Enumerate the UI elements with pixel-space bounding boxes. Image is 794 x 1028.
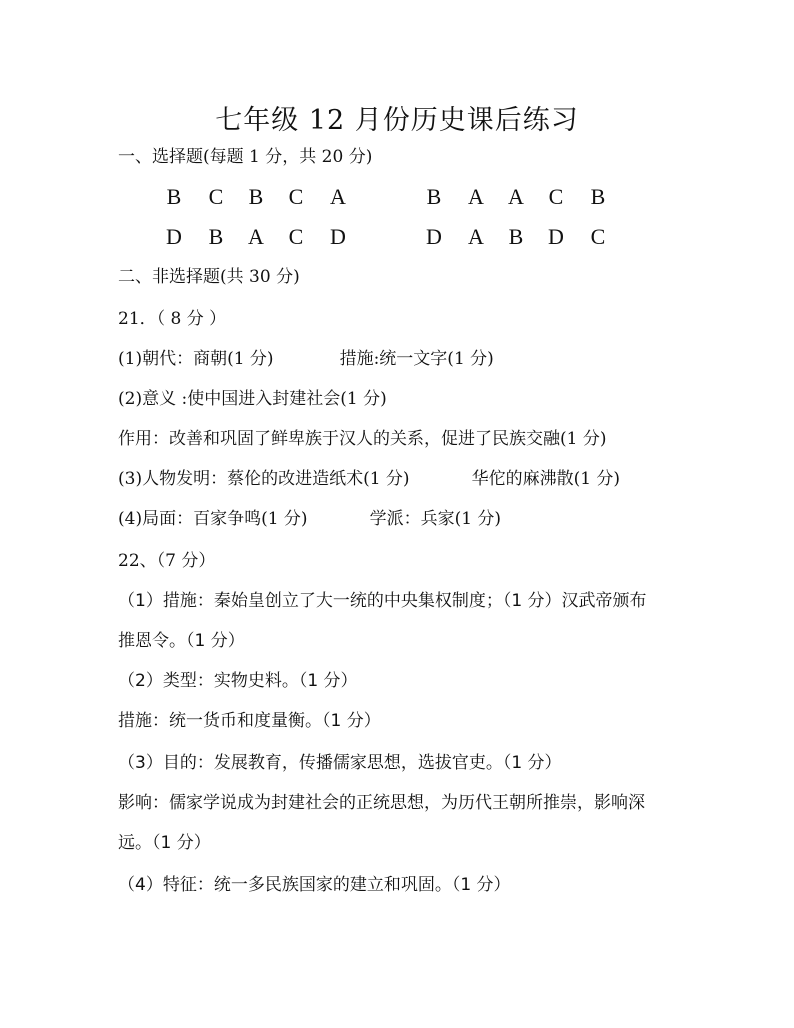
q21-part3-invention: (3)人物发明：蔡伦的改进造纸术(1 分) [118, 469, 410, 489]
answer-7: A [468, 184, 484, 209]
answer-14: C [288, 224, 304, 249]
q22-part2-measure: 措施：统一货币和度量衡。（1 分） [118, 711, 381, 731]
q22-part4: （4）特征：统一多民族国家的建立和巩固。（1 分） [118, 875, 511, 895]
answer-10: B [590, 184, 606, 209]
answer-8: A [508, 184, 524, 209]
answer-19: D [548, 224, 564, 249]
answer-6: B [426, 184, 442, 209]
q21-part4 [118, 508, 501, 530]
q21-part1-dynasty: (1)朝代：商朝(1 分) [118, 349, 274, 369]
answer-11: D [166, 224, 182, 249]
q22-part3-cont: 远。（1 分） [118, 833, 211, 853]
section1-heading: 一、选择题(每题 1 分，共 20 分) [118, 147, 373, 167]
answer-18: B [508, 224, 524, 249]
answer-9: C [548, 184, 564, 209]
section2-heading: 二、非选择题(共 30 分) [118, 267, 300, 287]
answer-row-2 [0, 224, 794, 254]
q21-part3-huatuo: 华佗的麻沸散(1 分) [471, 469, 621, 489]
q21-part4-situation: (4)局面：百家争鸣(1 分) [118, 509, 308, 529]
answer-row-1 [0, 184, 794, 214]
q21-part1 [118, 348, 494, 370]
answer-16: D [426, 224, 442, 249]
answer-2: C [208, 184, 224, 209]
q22-part1: （1）措施：秦始皇创立了大一统的中央集权制度；（1 分）汉武帝颁布 [118, 591, 647, 611]
answer-12: B [208, 224, 224, 249]
answer-15: D [330, 224, 346, 249]
answer-13: A [248, 224, 264, 249]
q21-part3 [118, 468, 620, 490]
answer-4: C [288, 184, 304, 209]
q21-part2: (2)意义 :使中国进入封建社会(1 分) [118, 389, 387, 409]
q22-part3: （3）目的：发展教育，传播儒家思想，选拔官吏。（1 分） [118, 753, 562, 773]
answer-20: C [590, 224, 606, 249]
q22-part3-effect: 影响：儒家学说成为封建社会的正统思想，为历代王朝所推崇，影响深 [118, 793, 645, 813]
answer-17: A [468, 224, 484, 249]
answer-5: A [330, 184, 346, 209]
page-title: 七年级 12 月份历史课后练习 [215, 105, 579, 136]
q21-part4-school: 学派：兵家(1 分) [369, 509, 502, 529]
q21-part1-measure: 措施:统一文字(1 分) [339, 349, 494, 369]
q21-part2-effect: 作用：改善和巩固了鲜卑族于汉人的关系，促进了民族交融(1 分) [118, 429, 607, 449]
q22-part2: （2）类型：实物史料。（1 分） [118, 671, 358, 691]
q22-heading: 22、（7 分） [118, 551, 216, 571]
answer-1: B [166, 184, 182, 209]
answer-3: B [248, 184, 264, 209]
q22-part1-cont: 推恩令。（1 分） [118, 631, 245, 651]
q21-heading: 21．（ 8 分 ） [118, 309, 227, 329]
